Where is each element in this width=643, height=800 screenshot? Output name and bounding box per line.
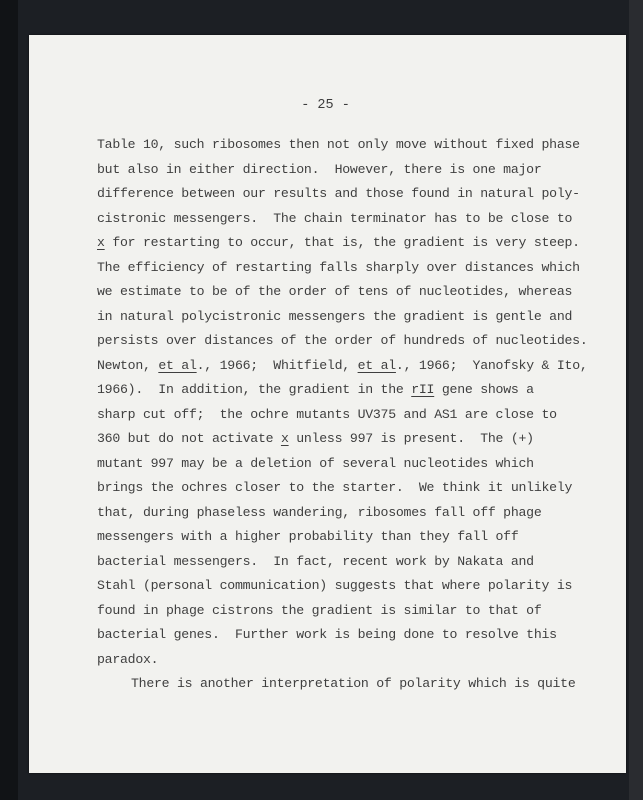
text-line: sharp cut off; the ochre mutants UV375 and AS1 are close to: [97, 406, 557, 422]
text-line: Stahl (personal communication) suggests that where polarity is: [97, 578, 573, 593]
underlined-term: rII: [411, 382, 435, 397]
text-line: brings the ochres closer to the starter. We think it unlikely: [97, 480, 573, 495]
page-number: - 25 -: [301, 98, 350, 113]
text-line: persists over distances of the order of hundreds of nucleotides.: [97, 333, 588, 348]
text-line: that, during phaseless wandering, ribosomes fall off phage: [97, 504, 542, 520]
text-line: bacterial genes. Further work is being done to resolve this: [97, 627, 557, 642]
text-segment: Newton,: [97, 357, 159, 373]
text-segment: 1966). In addition, the gradient in the: [97, 382, 412, 397]
text-line: There is another interpretation of polarity which is quite: [131, 676, 576, 691]
text-line: [97, 231, 622, 256]
text-segment: for restarting to occur, that is, the gradient is very steep.: [104, 235, 580, 250]
text-line: found in phage cistrons the gradient is similar to that of: [97, 602, 542, 618]
text-line: messengers with a higher probability than they fall off: [97, 529, 519, 544]
scanner-frame-right: [629, 0, 643, 800]
scanner-frame-left: [0, 0, 18, 800]
underlined-term: x: [280, 431, 289, 446]
text-line: [97, 354, 622, 379]
text-line: paradox.: [97, 651, 159, 667]
text-segment: unless 997 is present. The (+): [288, 431, 534, 446]
document-page: [29, 35, 626, 773]
underlined-term: et al: [158, 357, 197, 373]
text-segment: 360 but do not activate: [97, 431, 281, 446]
text-line: difference between our results and those found in natural poly-: [97, 186, 580, 201]
text-line: we estimate to be of the order of tens of nucleotides, whereas: [97, 284, 573, 299]
text-line: [97, 378, 622, 403]
text-line: bacterial messengers. In fact, recent work by Nakata and: [97, 553, 534, 569]
text-line: in natural polycistronic messengers the gradient is gentle and: [97, 308, 573, 324]
text-line: but also in either direction. However, there is one major: [97, 161, 542, 177]
underlined-term: x: [97, 235, 105, 250]
text-line: mutant 997 may be a deletion of several nucleotides which: [97, 455, 534, 471]
text-line: The efficiency of restarting falls sharply over distances which: [97, 259, 580, 275]
underlined-term: et al: [357, 357, 396, 373]
text-line: Table 10, such ribosomes then not only move without fixed phase: [97, 137, 580, 152]
body-text: [97, 133, 622, 697]
text-segment: ., 1966; Yanofsky & Ito,: [395, 357, 588, 373]
text-segment: gene shows a: [434, 382, 534, 397]
text-segment: ., 1966; Whitfield,: [196, 357, 358, 373]
text-line: cistronic messengers. The chain terminator has to be close to: [97, 210, 573, 226]
text-line: [97, 427, 622, 452]
